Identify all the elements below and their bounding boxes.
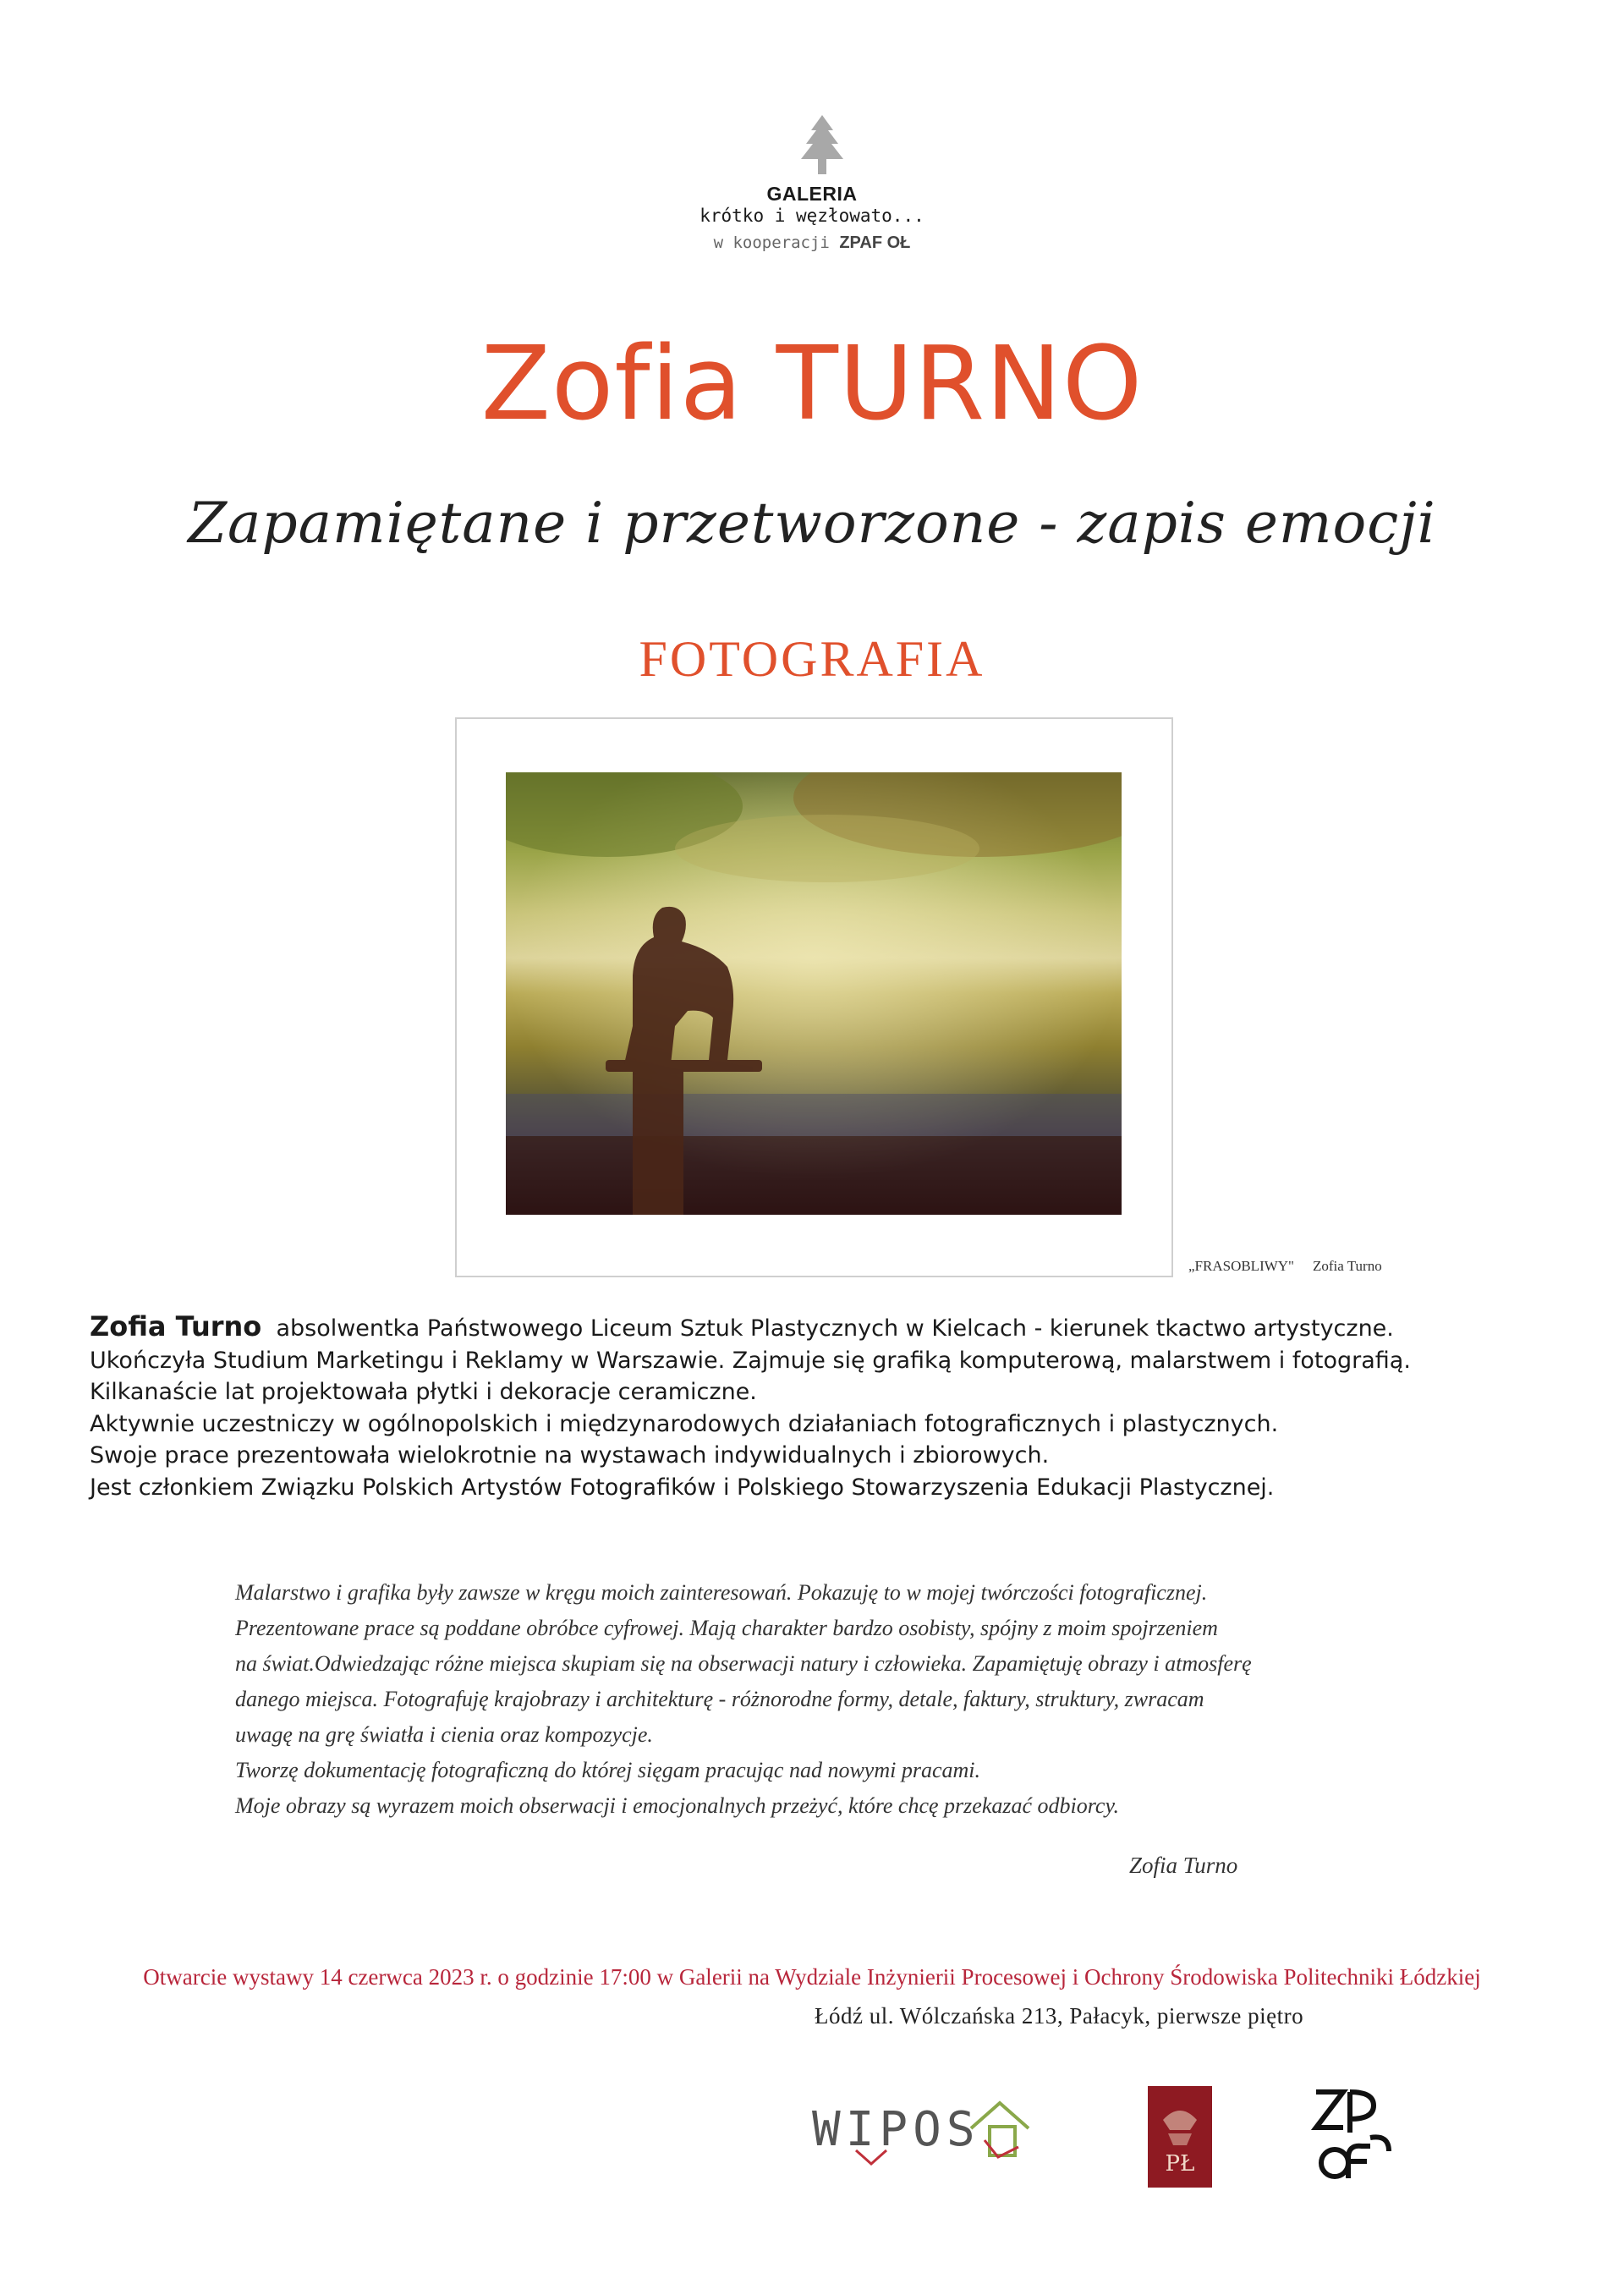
pl-logo-text: PŁ bbox=[1165, 2151, 1195, 2177]
bio-line: Aktywnie uczestniczy w ogólnopolskich i międzynarodowych działaniach fotograficznych i plastycznych. bbox=[90, 1410, 1279, 1437]
statement-signature: Zofia Turno bbox=[1129, 1853, 1238, 1878]
bio-line: Swoje prace prezentowała wielokrotnie na wystawach indywidualnych i zbiorowych. bbox=[90, 1442, 1050, 1469]
opening-info: Otwarcie wystawy 14 czerwca 2023 r. o godzinie 17:00 w Galerii na Wydziale Inżynierii Procesowej i Ochrony Środowiska Politechniki Łódzkiej bbox=[143, 1964, 1481, 1990]
statement-line: danego miejsca. Fotografuję krajobrazy i architekturę - różnorodne formy, detale, faktury, struktury, zwracam bbox=[235, 1687, 1204, 1711]
statement-line: Prezentowane prace są poddane obróbce cyfrowej. Mają charakter bardzo osobisty, spójny z moim spojrzeniem bbox=[235, 1616, 1218, 1640]
statement-line: Moje obrazy są wyrazem moich obserwacji i emocjonalnych przeżyć, które chcę przekazać odbiorcy. bbox=[235, 1793, 1120, 1818]
bio-line: Kilkanaście lat projektowała płytki i dekoracje ceramiczne. bbox=[90, 1379, 757, 1405]
caption-title: „FRASOBLIWY" bbox=[1188, 1258, 1294, 1274]
artist-statement bbox=[235, 1575, 1419, 1824]
zpaf-logo bbox=[1311, 2085, 1396, 2185]
wipos-logo-text: WIPOS bbox=[812, 2102, 980, 2157]
tree-icon bbox=[793, 115, 852, 176]
exhibition-title: Zapamiętane i przetworzone - zapis emocji bbox=[188, 491, 1436, 556]
artist-bio bbox=[90, 1311, 1578, 1503]
statement-line: uwagę na grę światła i cienia oraz kompozycje. bbox=[235, 1722, 653, 1747]
statement-line: Tworzę dokumentację fotograficzną do której sięgam pracując nad nowymi pracami. bbox=[235, 1758, 981, 1782]
pl-university-logo bbox=[1148, 2086, 1212, 2188]
bio-line: Ukończyła Studium Marketingu i Reklamy w Warszawie. Zajmuje się grafiką komputerową, malarstwem i fotografią. bbox=[90, 1347, 1411, 1374]
artist-name: Zofia TURNO bbox=[480, 326, 1144, 443]
cooperation-prefix: w kooperacji bbox=[713, 233, 830, 252]
address-info: Łódź ul. Wólczańska 213, Pałacyk, pierwsze piętro bbox=[815, 2003, 1304, 2029]
cooperation-partner: ZPAF OŁ bbox=[839, 233, 911, 252]
medium-label: FOTOGRAFIA bbox=[639, 631, 985, 687]
statement-line: Malarstwo i grafika były zawsze w kręgu moich zainteresowań. Pokazuję to w mojej twórczości fotograficznej. bbox=[235, 1580, 1208, 1605]
bio-first-line: absolwentka Państwowego Liceum Sztuk Plastycznych w Kielcach - kierunek tkactwo artystyczne. bbox=[276, 1315, 1394, 1342]
statement-line: na świat.Odwiedzając różne miejsca skupiam się na obserwacji natury i człowieka. Zapamiętuję obrazy i atmosferę bbox=[235, 1651, 1252, 1676]
bio-line bbox=[90, 1311, 1578, 1345]
artwork-photo bbox=[506, 772, 1122, 1215]
photo-caption bbox=[1188, 1258, 1382, 1275]
gallery-name: GALERIA bbox=[766, 183, 858, 205]
bio-line: Jest członkiem Związku Polskich Artystów Fotografików i Polskiego Stowarzyszenia Edukacji Plastycznej. bbox=[90, 1474, 1275, 1501]
caption-author: Zofia Turno bbox=[1313, 1258, 1382, 1274]
gallery-subtitle: krótko i węzłowato... bbox=[700, 206, 924, 226]
bio-name: Zofia Turno bbox=[90, 1310, 262, 1342]
cooperation-line bbox=[0, 233, 1624, 253]
wipos-logo bbox=[810, 2091, 1039, 2166]
